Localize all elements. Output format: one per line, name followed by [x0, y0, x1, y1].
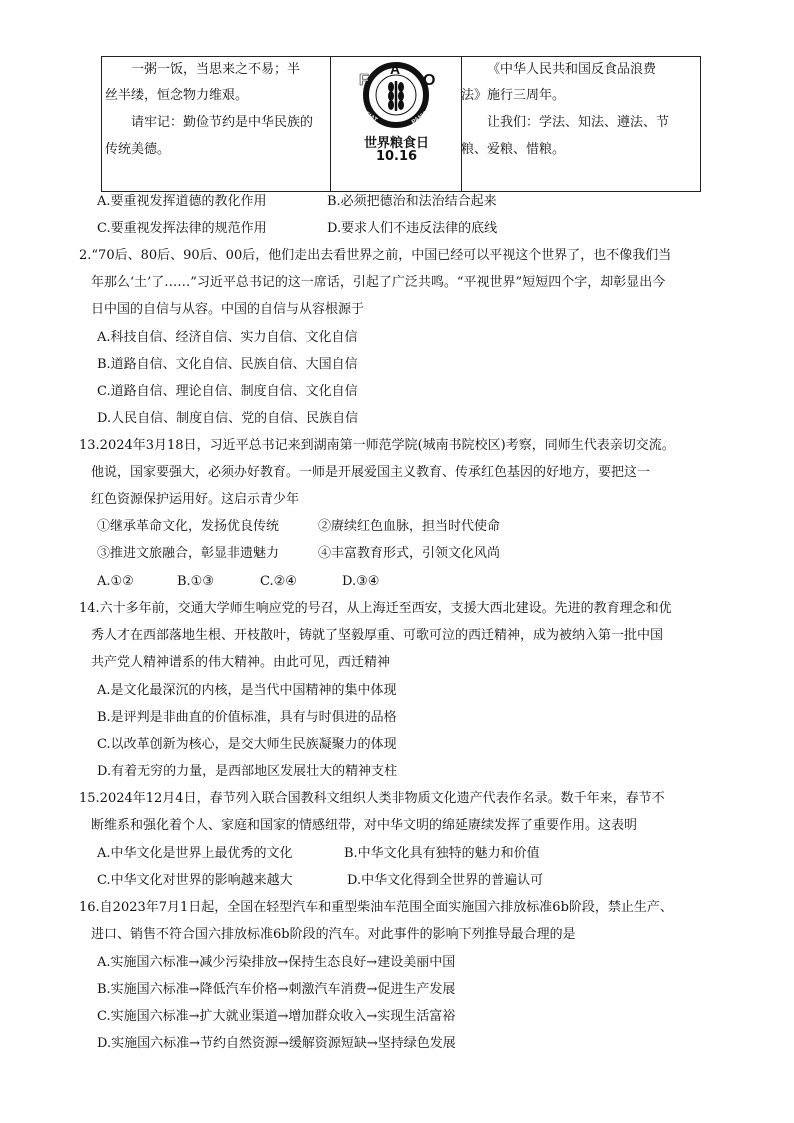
q13-option-c: C.②④: [260, 574, 297, 589]
q15-option-a: A.中华文化是世界上最优秀的文化: [97, 846, 293, 861]
q15-stem-line-2: 断维系和强化着个人、家庭和国家的情感纽带，对中华文明的绵延赓续发挥了重要作用。这表明: [91, 818, 638, 833]
right-line-4-text: 粮、爱粮、惜粮。: [461, 142, 566, 157]
q12-option-b: B.道路自信、文化自信、民族自信、大国自信: [97, 357, 358, 372]
left-line-4-text: 传统美德。: [105, 142, 171, 157]
q14-option-a: A.是文化最深沉的内核，是当代中国精神的集中体现: [97, 683, 397, 698]
right-line-2-text: 法》施行三周年。: [461, 88, 566, 103]
q13-stem-line-3: 红色资源保护运用好。这启示青少年: [91, 492, 300, 507]
q15-option-b: B.中华文化具有独特的魅力和价值: [344, 846, 540, 861]
svg-text:PANIS: PANIS: [410, 110, 430, 126]
fao-logo-icon: [339, 61, 453, 187]
q16-option-d: D.实施国六标准→节约自然资源→缓解资源短缺→坚持绿色发展: [97, 1036, 456, 1051]
q13-option-a: A.①②: [97, 574, 134, 589]
right-line-1-text: 《中华人民共和国反食品浪费: [487, 62, 657, 77]
q12-stem-line-2: 年那么‘土’了……”习近平总书记的这一席话，引起了广泛共鸣。“平视世界”短短四个字，却彰显出今: [91, 275, 666, 290]
right-line-3-text: 让我们：学法、知法、遵法、节: [487, 115, 670, 130]
svg-text:O: O: [423, 72, 436, 89]
q13-item-4: ④丰富教育形式，引领文化风尚: [318, 546, 501, 561]
q13-option-b: B.①③: [177, 574, 214, 589]
q16-stem-line-2: 进口、销售不符合国六排放标准6b阶段的汽车。对此事件的影响下列推导最合理的是: [91, 927, 576, 942]
q13-stem-line-2: 他说，国家要强大，必须办好教育。一师是开展爱国主义教育、传承红色基因的好地方，要把这一: [91, 465, 651, 480]
q14-option-c: C.以改革创新为核心，是交大师生民族凝聚力的体现: [97, 737, 397, 752]
q16-option-a: A.实施国六标准→减少污染排放→保持生态良好→建设美丽中国: [97, 955, 456, 970]
q12-option-a: A.科技自信、经济自信、实力自信、文化自信: [97, 330, 358, 345]
q15-stem-line-1: 15.2024年12月4日，春节列入联合国教科文组织人类非物质文化遗产代表作名录。数千年来，春节不: [79, 791, 665, 806]
q16-stem-line-1: 16.自2023年7月1日起，全国在轻型汽车和重型柴油车范围全面实施国六排放标准6b阶段，禁止生产、: [79, 900, 673, 915]
left-line-1-text: 一粥一饭，当思来之不易；半: [131, 62, 301, 77]
q15-option-c: C.中华文化对世界的影响越来越大: [97, 873, 293, 888]
q1-option-b: B.必须把德治和法治结合起来: [327, 194, 497, 209]
q13-stem-line-1: 13.2024年3月18日，习近平总书记来到湖南第一师范学院(城南书院校区)考察，同师生代表亲切交流。: [79, 438, 675, 453]
q14-option-b: B.是评判是非曲直的价值标准，具有与时俱进的品格: [97, 710, 397, 725]
q14-stem-line-3: 共产党人精神谱系的伟大精神。由此可见，西迁精神: [91, 655, 391, 670]
q13-item-2: ②赓续红色血脉，担当时代使命: [318, 519, 501, 534]
q12-stem-line-1: 2.“70后、80后、90后、00后，他们走出去看世界之前，中国已经可以平视这个世界了，也不像我们当: [79, 248, 672, 263]
svg-text:A: A: [390, 61, 401, 77]
q16-option-c: C.实施国六标准→扩大就业渠道→增加群众收入→实现生活富裕: [97, 1009, 456, 1024]
left-line-2-text: 丝半缕，恒念物力维艰。: [105, 88, 249, 103]
q13-item-1: ①继承革命文化，发扬优良传统: [97, 519, 280, 534]
q12-option-d: D.人民自信、制度自信、党的自信、民族自信: [97, 411, 359, 426]
svg-text:FIAT: FIAT: [364, 111, 379, 124]
table-cell-logo: [331, 57, 462, 191]
fao-letter-f: F: [359, 72, 369, 89]
q15-option-d: D.中华文化得到全世界的普遍认可: [347, 873, 544, 888]
q13-item-3: ③推进文旅融合，彰显非遗魅力: [97, 546, 280, 561]
q14-stem-line-1: 14.六十多年前，交通大学师生响应党的号召，从上海迁至西安，支援大西北建设。先进的教育理念和优: [79, 601, 672, 616]
fao-caption: 世界粮食日: [363, 136, 429, 151]
q1-option-d: D.要求人们不违反法律的底线: [327, 221, 498, 236]
q1-option-a: A.要重视发挥道德的教化作用: [97, 194, 267, 209]
left-line-3-text: 请牢记：勤俭节约是中华民族的: [131, 115, 314, 130]
q14-stem-line-2: 秀人才在西部落地生根、开枝散叶，铸就了坚毅厚重、可歌可泣的西迁精神，成为被纳入第一批中国: [91, 628, 664, 643]
q16-option-b: B.实施国六标准→降低汽车价格→刺激汽车消费→促进生产发展: [97, 982, 456, 997]
q12-stem-line-3: 日中国的自信与从容。中国的自信与从容根源于: [91, 302, 365, 317]
q12-option-c: C.道路自信、理论自信、制度自信、文化自信: [97, 384, 358, 399]
q1-option-c: C.要重视发挥法律的规范作用: [97, 221, 267, 236]
q14-option-d: D.有着无穷的力量，是西部地区发展壮大的精神支柱: [97, 764, 398, 779]
q13-option-d: D.③④: [342, 574, 380, 589]
fao-date: 10.16: [375, 149, 418, 164]
